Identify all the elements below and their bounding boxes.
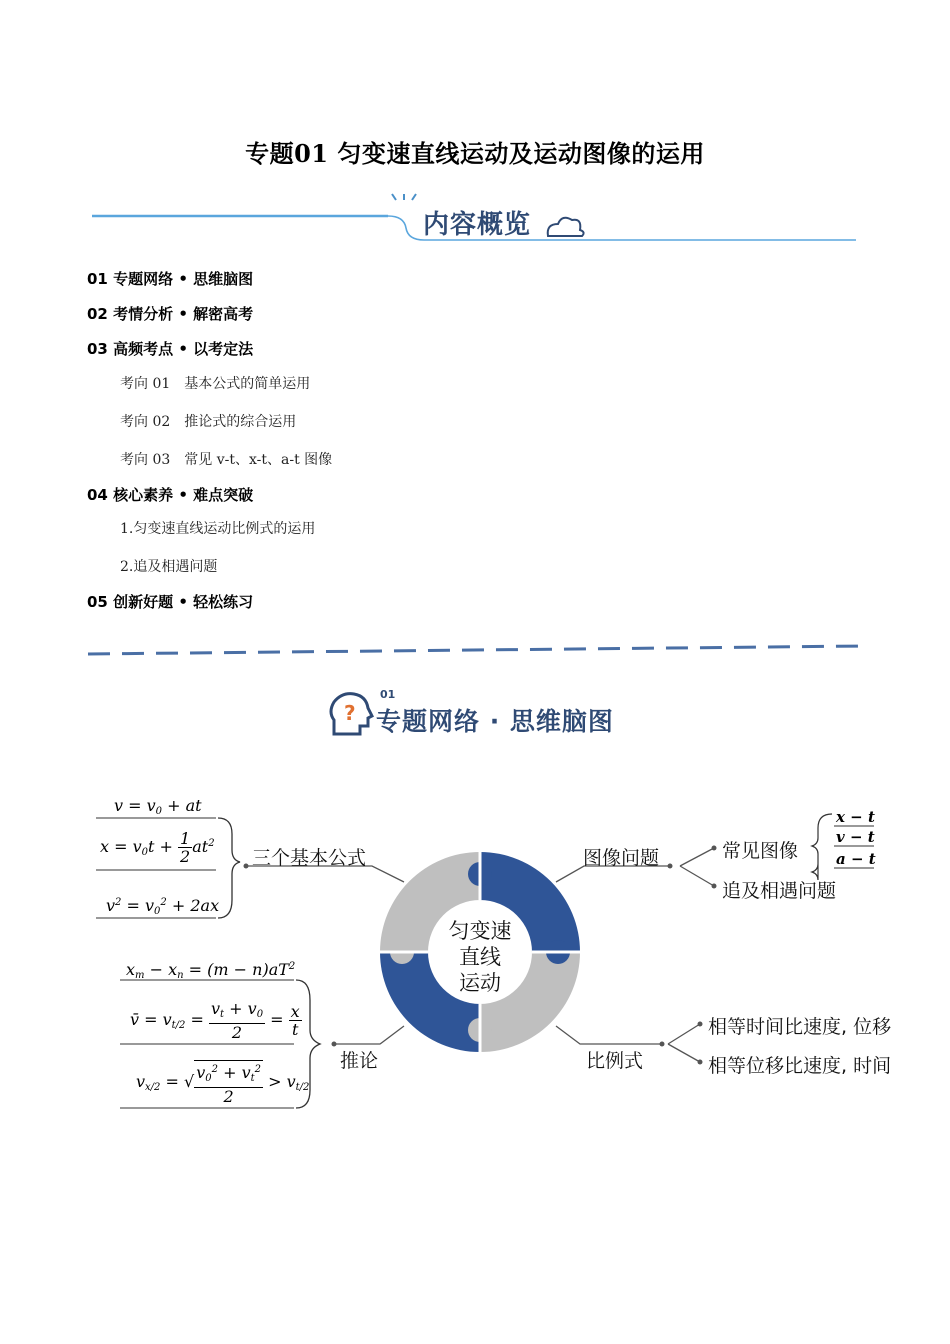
toc-subitem-3-1[interactable]: 考向 01 基本公式的简单运用 [120,376,311,392]
formula-midpoint-velocity: $v_{x/2}$ = √ $\frac{v_0^2 + v_t^2}{2}$ > $v_{t/2}$ [136,1060,309,1105]
formula-displacement: $x = v_0t$ + $\frac{1}{2}$ $at^2$ [100,829,215,866]
toc-subitem-4-2[interactable]: 2.追及相遇问题 [120,559,218,575]
toc-item-4[interactable]: 04 核心素养 • 难点突破 [87,486,254,504]
graph-x-t: x − t [836,808,875,826]
svg-text:?: ? [344,701,356,725]
formula-delta-x: $x_m - x_n = (m - n)aT^2$ [126,960,296,981]
toc-item-5[interactable]: 05 创新好题 • 轻松练习 [87,593,254,611]
branch-inference: 推论 [340,1050,379,1072]
cloud-icon [548,218,584,236]
section-number: 01 [380,688,396,701]
toc-item-2[interactable]: 02 考情分析 • 解密高考 [87,305,254,323]
formula-velocity-squared: $v^2 = v_0^2 + 2ax$ [106,896,220,917]
dashed-divider [0,640,950,660]
toc-item-3[interactable]: 03 高频考点 • 以考定法 [87,340,254,358]
sparkle-icon [392,194,416,200]
sub-equal-displacement: 相等位移比速度, 时间 [708,1055,892,1077]
toc-item-1[interactable]: 01 专题网络 • 思维脑图 [87,270,254,288]
section-title: 专题网络 · 思维脑图 [376,707,614,736]
branch-basic-formulas: 三个基本公式 [252,847,367,869]
branch-graph-problems: 图像问题 [583,847,660,869]
sub-common-graphs: 常见图像 [722,840,799,862]
sub-chase-problems: 追及相遇问题 [722,880,837,902]
branch-ratio: 比例式 [586,1050,644,1072]
sub-equal-time: 相等时间比速度, 位移 [708,1016,892,1038]
banner-title: 内容概览 [423,210,532,240]
formula-average-velocity: v̄ = $v_{t/2}$ = $\frac{v_t + v_0}{2}$ = $\frac{x}{t}$ [130,999,300,1042]
formula-velocity: $v = v_0$ + at [114,796,202,817]
page-title: 专题01 匀变速直线运动及运动图像的运用 [245,139,705,168]
graph-v-t: v − t [836,828,875,846]
toc-subitem-3-2[interactable]: 考向 02 推论式的综合运用 [120,414,297,430]
toc-subitem-4-1[interactable]: 1.匀变速直线运动比例式的运用 [120,521,316,537]
mindmap-center: 匀变速 直线 运动 [448,919,512,995]
graph-a-t: a − t [836,850,876,868]
toc-subitem-3-3[interactable]: 考向 03 常见 v-t、x-t、a-t 图像 [120,452,333,468]
brain-head-icon [326,690,374,738]
